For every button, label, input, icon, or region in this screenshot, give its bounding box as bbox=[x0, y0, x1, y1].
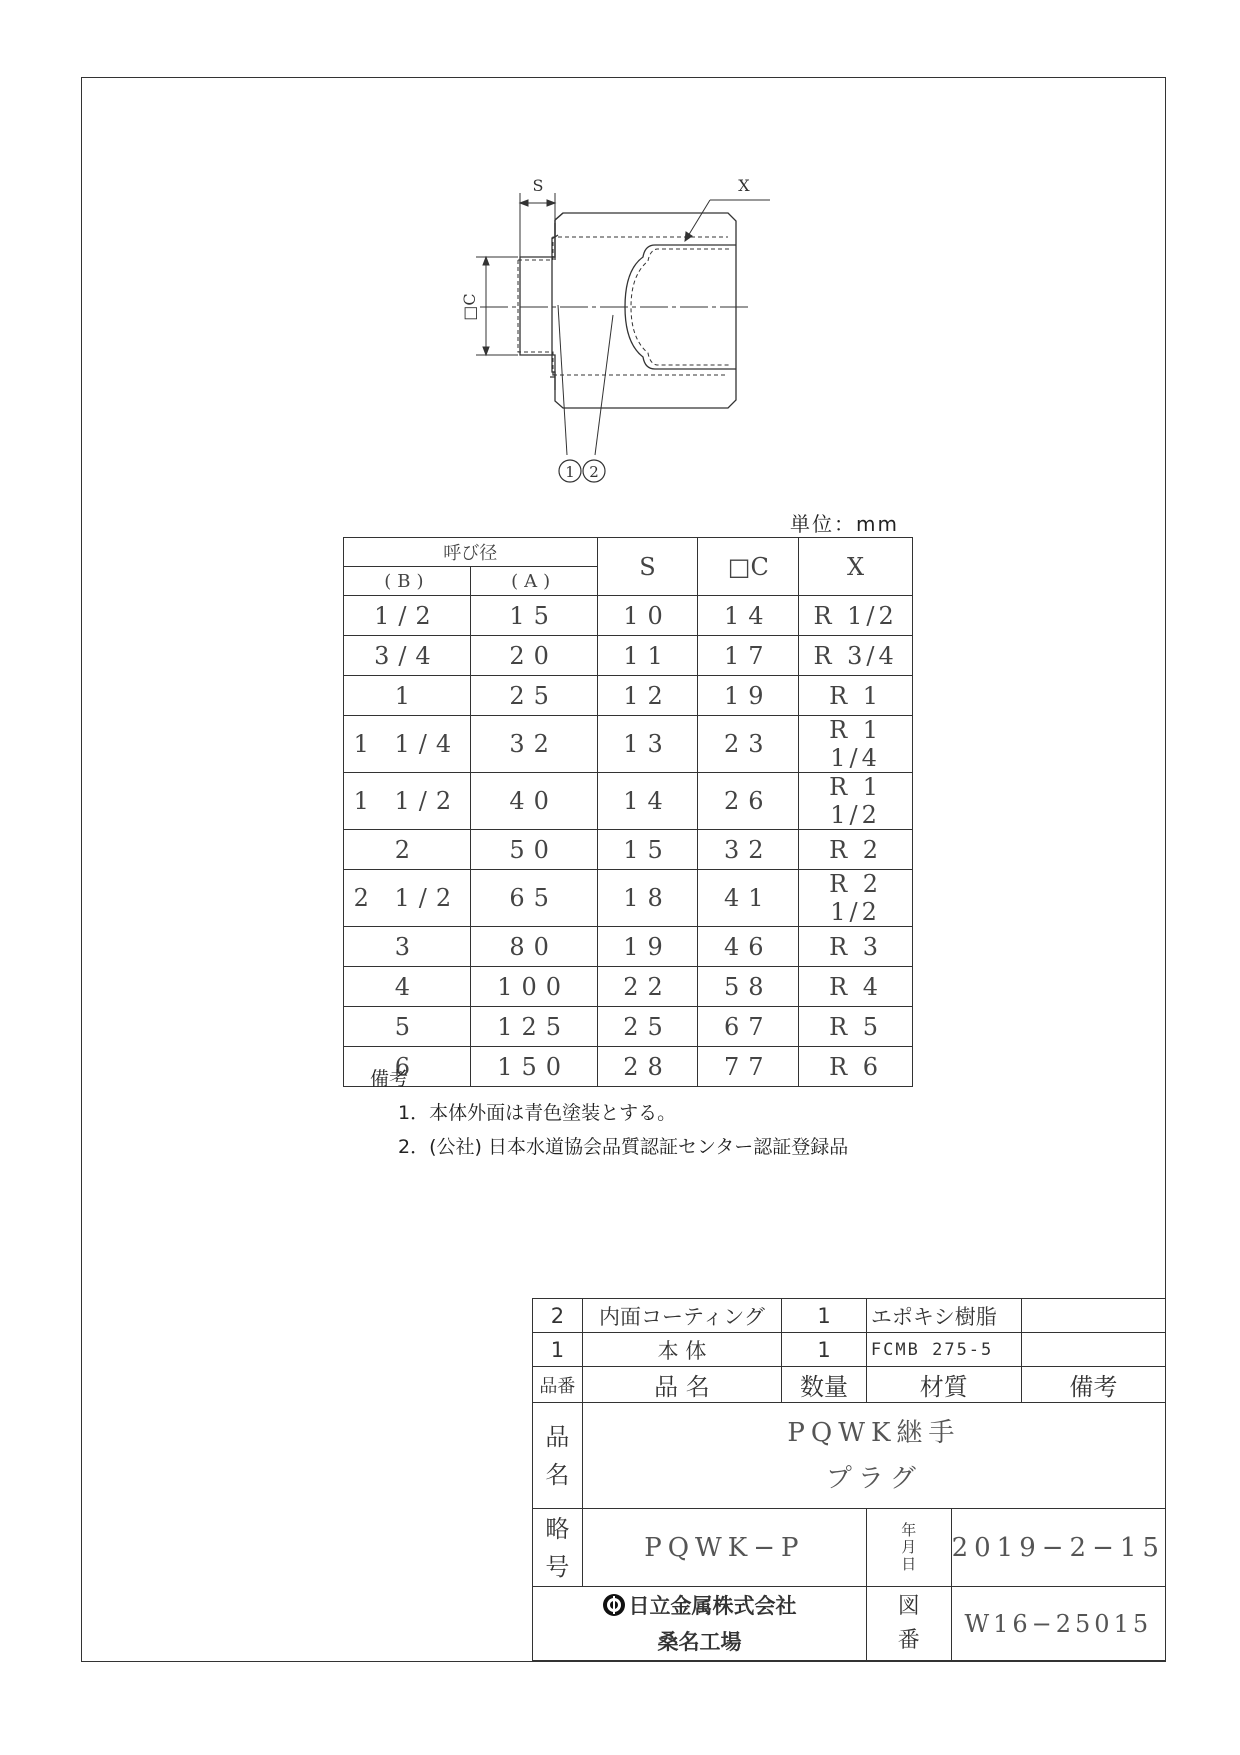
drawing-no-label bbox=[866, 1587, 951, 1661]
cell-x: R 6 bbox=[799, 1047, 913, 1087]
date-label-2: 月 bbox=[901, 1538, 917, 1556]
dimension-row bbox=[344, 967, 913, 1007]
header-c: □C bbox=[698, 538, 799, 596]
cell-b: 6 bbox=[344, 1047, 471, 1087]
cell-a: 125 bbox=[470, 1007, 597, 1047]
cell-c: 19 bbox=[698, 676, 799, 716]
date: 2019−2−15 bbox=[951, 1509, 1165, 1587]
part-name: 本 体 bbox=[582, 1333, 781, 1367]
note-1: 1．本体外面は青色塗装とする。 bbox=[398, 1102, 677, 1124]
cell-c: 17 bbox=[698, 636, 799, 676]
cell-s: 19 bbox=[597, 927, 698, 967]
company-name-line bbox=[533, 1588, 866, 1624]
cell-b: 3/4 bbox=[344, 636, 471, 676]
cell-a: 80 bbox=[470, 927, 597, 967]
dimension-c-label: □C bbox=[460, 293, 479, 321]
part-qty: 1 bbox=[782, 1299, 867, 1333]
plug-body-outline bbox=[550, 213, 736, 408]
cell-s: 18 bbox=[597, 870, 698, 927]
cell-s: 10 bbox=[597, 596, 698, 636]
callout-1: 1 bbox=[565, 463, 575, 481]
cell-c: 26 bbox=[698, 773, 799, 830]
title-block bbox=[532, 1298, 1166, 1661]
cell-c: 41 bbox=[698, 870, 799, 927]
cell-s: 12 bbox=[597, 676, 698, 716]
drawing-no-label-1: 図 bbox=[897, 1593, 920, 1619]
notes-heading: 備考 bbox=[370, 1068, 409, 1090]
header-x: X bbox=[799, 538, 913, 596]
dimension-row bbox=[344, 870, 913, 927]
cell-c: 32 bbox=[698, 830, 799, 870]
part-no: 2 bbox=[533, 1299, 583, 1333]
cell-b: 2 bbox=[344, 830, 471, 870]
part-qty: 1 bbox=[782, 1333, 867, 1367]
header-part-name: 品 名 bbox=[582, 1367, 781, 1403]
parts-header-row bbox=[533, 1367, 1166, 1403]
dimension-s-label: S bbox=[532, 176, 544, 195]
header-remarks: 備考 bbox=[1021, 1367, 1165, 1403]
cell-b: 4 bbox=[344, 967, 471, 1007]
abbr-label-1: 略 bbox=[545, 1514, 570, 1543]
cell-a: 50 bbox=[470, 830, 597, 870]
cell-b: 1/2 bbox=[344, 596, 471, 636]
cell-x: R 3 bbox=[799, 927, 913, 967]
header-nominal-size: 呼び径 bbox=[344, 538, 598, 567]
cell-b: 5 bbox=[344, 1007, 471, 1047]
company-block bbox=[533, 1587, 867, 1661]
cell-a: 25 bbox=[470, 676, 597, 716]
part-material: エポキシ樹脂 bbox=[866, 1299, 1021, 1333]
dimension-row bbox=[344, 830, 913, 870]
header-a: (A) bbox=[470, 567, 597, 596]
part-no: 1 bbox=[533, 1333, 583, 1367]
cell-s: 14 bbox=[597, 773, 698, 830]
cell-b: 1 bbox=[344, 676, 471, 716]
company-logo-icon bbox=[602, 1593, 626, 1617]
cell-a: 32 bbox=[470, 716, 597, 773]
cell-x: R 1 bbox=[799, 676, 913, 716]
cell-c: 67 bbox=[698, 1007, 799, 1047]
cell-x: R 5 bbox=[799, 1007, 913, 1047]
part-name: 内面コーティング bbox=[582, 1299, 781, 1333]
cell-s: 13 bbox=[597, 716, 698, 773]
cell-b: 1 1/2 bbox=[344, 773, 471, 830]
drawing-number: W16−25015 bbox=[951, 1587, 1165, 1661]
cell-x: R 2 bbox=[799, 830, 913, 870]
note-2: 2．(公社) 日本水道協会品質認証センター認証登録品 bbox=[398, 1136, 849, 1158]
cell-b: 1 1/4 bbox=[344, 716, 471, 773]
product-name bbox=[582, 1403, 1165, 1509]
cell-x: R 1 1/2 bbox=[799, 773, 913, 830]
unit-label: 単位：mm bbox=[790, 512, 899, 536]
product-name-line-2: プラグ bbox=[825, 1463, 922, 1494]
product-label-1: 品 bbox=[545, 1422, 570, 1451]
dimension-row bbox=[344, 716, 913, 773]
cell-a: 100 bbox=[470, 967, 597, 1007]
abbr-label-2: 号 bbox=[545, 1552, 570, 1581]
cell-s: 28 bbox=[597, 1047, 698, 1087]
date-label-1: 年 bbox=[901, 1521, 917, 1539]
abbreviation-row bbox=[533, 1509, 1166, 1587]
company-name: 日立金属株式会社 bbox=[628, 1593, 797, 1618]
cell-c: 14 bbox=[698, 596, 799, 636]
plug-drawing bbox=[460, 165, 790, 495]
cell-a: 15 bbox=[470, 596, 597, 636]
header-s: S bbox=[597, 538, 698, 596]
drawing-no-label-2: 番 bbox=[897, 1627, 920, 1653]
cell-s: 22 bbox=[597, 967, 698, 1007]
abbreviation-label bbox=[533, 1509, 583, 1587]
cell-c: 23 bbox=[698, 716, 799, 773]
dimension-row bbox=[344, 676, 913, 716]
coating-dashed-line bbox=[518, 237, 729, 375]
dimension-x-label: X bbox=[738, 176, 750, 195]
product-name-label bbox=[533, 1403, 583, 1509]
cell-c: 77 bbox=[698, 1047, 799, 1087]
cell-b: 3 bbox=[344, 927, 471, 967]
dimension-table bbox=[343, 537, 913, 1087]
cell-a: 20 bbox=[470, 636, 597, 676]
cell-a: 65 bbox=[470, 870, 597, 927]
notes bbox=[370, 1062, 848, 1164]
cell-c: 58 bbox=[698, 967, 799, 1007]
company-row bbox=[533, 1587, 1166, 1661]
abbreviation: PQWK−P bbox=[582, 1509, 866, 1587]
product-name-row bbox=[533, 1403, 1166, 1509]
header-part-no: 品番 bbox=[533, 1367, 583, 1403]
factory-name: 桑名工場 bbox=[657, 1629, 742, 1654]
cell-c: 46 bbox=[698, 927, 799, 967]
date-label bbox=[866, 1509, 951, 1587]
dimension-row bbox=[344, 1007, 913, 1047]
date-label-3: 日 bbox=[901, 1555, 917, 1573]
cell-a: 40 bbox=[470, 773, 597, 830]
dimension-row bbox=[344, 773, 913, 830]
callout-2: 2 bbox=[589, 463, 599, 481]
dimension-row bbox=[344, 596, 913, 636]
product-name-line-1: PQWK継手 bbox=[787, 1417, 961, 1448]
product-label-2: 名 bbox=[545, 1460, 570, 1489]
cell-b: 2 1/2 bbox=[344, 870, 471, 927]
cell-x: R 1 1/4 bbox=[799, 716, 913, 773]
part-remarks bbox=[1021, 1299, 1165, 1333]
cell-x: R 3/4 bbox=[799, 636, 913, 676]
part-material: FCMB 275-5 bbox=[866, 1333, 1021, 1367]
cell-x: R 1/2 bbox=[799, 596, 913, 636]
cell-s: 11 bbox=[597, 636, 698, 676]
part-remarks bbox=[1021, 1333, 1165, 1367]
dimension-row bbox=[344, 636, 913, 676]
header-b: (B) bbox=[344, 567, 471, 596]
header-qty: 数量 bbox=[782, 1367, 867, 1403]
cell-s: 25 bbox=[597, 1007, 698, 1047]
dimension-row bbox=[344, 927, 913, 967]
cell-x: R 4 bbox=[799, 967, 913, 1007]
cell-a: 150 bbox=[470, 1047, 597, 1087]
parts-row bbox=[533, 1299, 1166, 1333]
header-material: 材質 bbox=[866, 1367, 1021, 1403]
parts-row bbox=[533, 1333, 1166, 1367]
cell-x: R 2 1/2 bbox=[799, 870, 913, 927]
cell-s: 15 bbox=[597, 830, 698, 870]
